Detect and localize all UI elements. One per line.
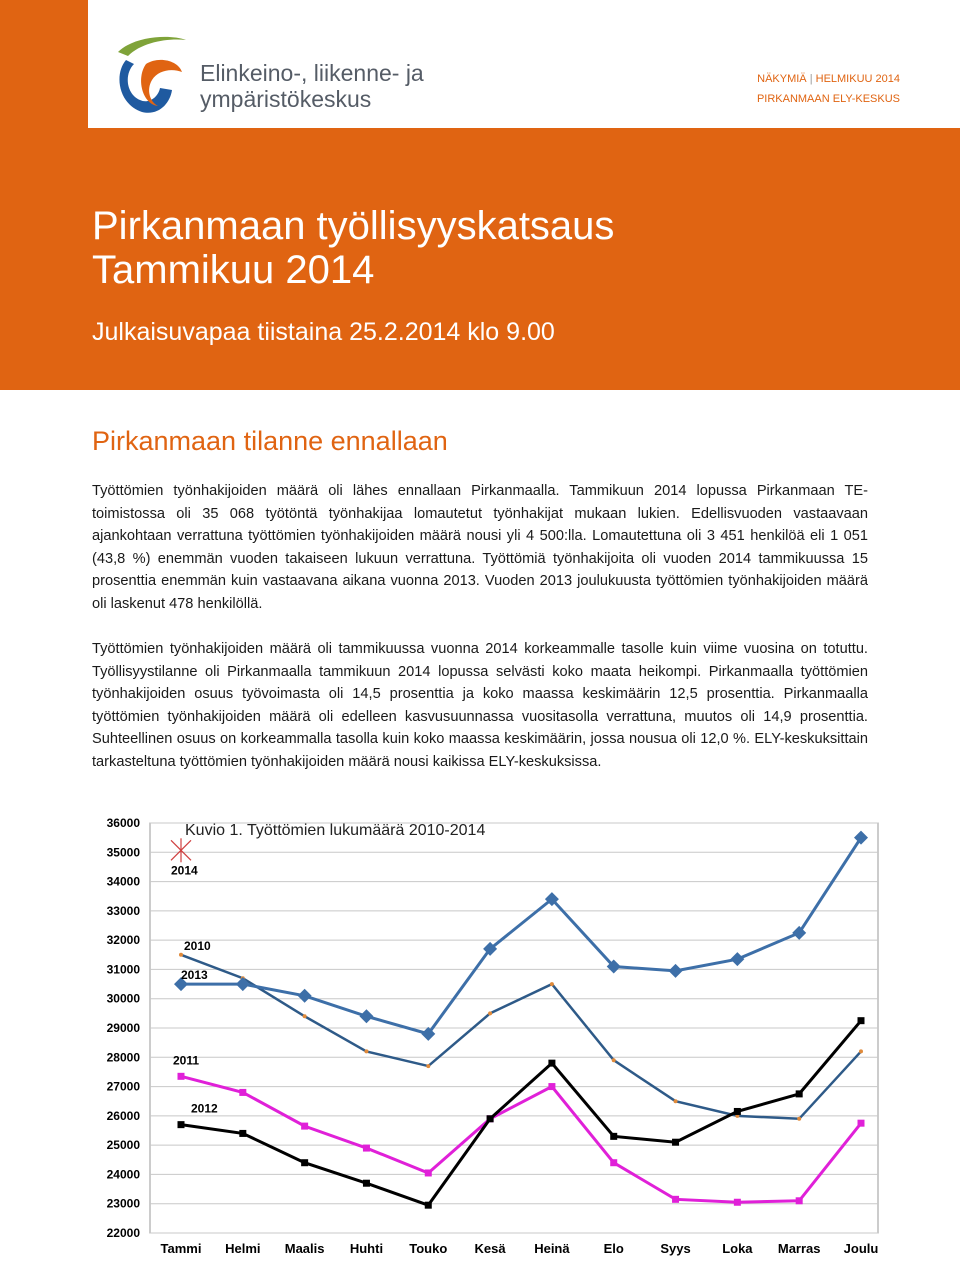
y-tick-label: 31000 — [106, 962, 140, 977]
point-2011 — [239, 1089, 246, 1096]
x-tick-label: Loka — [722, 1241, 753, 1256]
paragraph-1: Työttömien työnhakijoiden määrä oli lähes ennallaan Pirkanmaalla. Tammikuun 2014 lopussa Pirkanmaan TE-toimistossa oli 35 068 työtöntä työnhakijaa lomautetut työnhakijat mukaan lukien. Edellisvuoden vastaavaan ajankohtaan verrattuna työttömien työnhakijoiden määrä nousi yli 4 500:lla. Lomautettuna oli 3 451 henkilöä eli 1 051 (43,8 %) enemmän vuoden takaiseen lukuun verrattuna. Työttömiä työnhakijoita oli vuoden 2014 tammikuussa 15 prosenttia enemmän kuin vastaavana aikana vuonna 2013. Vuoden 2013 joulukuusta työttömien työnhakijoiden määrä oli laskenut 478 henkilöllä. — [92, 483, 868, 612]
point-2012 — [796, 1090, 803, 1097]
meta-separator: | — [809, 73, 813, 85]
point-2011 — [734, 1199, 741, 1206]
unemployment-chart — [92, 810, 892, 1257]
meta-series: NÄKYMIÄ — [757, 73, 807, 85]
y-tick-label: 36000 — [106, 816, 140, 830]
logo-text — [200, 60, 424, 112]
y-tick-label: 25000 — [106, 1138, 140, 1153]
point-2010 — [859, 1049, 863, 1053]
point-2011 — [610, 1159, 617, 1166]
x-tick-label: Marras — [777, 1241, 821, 1256]
chart-svg — [92, 810, 892, 1257]
y-tick-label: 28000 — [106, 1050, 140, 1065]
point-2011 — [301, 1123, 308, 1130]
point-2010 — [674, 1099, 678, 1103]
y-tick-label: 33000 — [106, 903, 140, 918]
point-2012 — [734, 1108, 741, 1115]
point-2011 — [178, 1073, 185, 1080]
series-label-2014: 2014 — [171, 863, 198, 878]
point-2010 — [550, 982, 554, 986]
title-line-2: Tammikuu 2014 — [92, 248, 375, 292]
y-tick-label: 34000 — [106, 874, 140, 889]
point-2010 — [612, 1058, 616, 1062]
x-tick-label: Joulu — [843, 1241, 879, 1256]
logo-area — [88, 0, 960, 128]
header-banner — [0, 0, 960, 390]
point-2011 — [425, 1169, 432, 1176]
release-date: Julkaisuvapaa tiistaina 25.2.2014 klo 9.00 — [92, 318, 555, 346]
y-tick-label: 29000 — [106, 1021, 140, 1035]
y-tick-label: 23000 — [106, 1196, 140, 1211]
point-2012 — [858, 1017, 865, 1024]
y-tick-label: 32000 — [106, 933, 140, 948]
x-tick-label: Huhti — [349, 1241, 384, 1256]
point-2012 — [548, 1060, 555, 1067]
x-tick-label: Touko — [409, 1241, 448, 1256]
point-2010 — [364, 1049, 368, 1053]
point-2010 — [303, 1014, 307, 1018]
series-label-2012: 2012 — [191, 1101, 218, 1116]
series-label-2013: 2013 — [181, 968, 208, 983]
page-title — [92, 204, 614, 292]
meta-publisher: PIRKANMAAN ELY-KESKUS — [756, 93, 900, 105]
point-2012 — [363, 1180, 370, 1187]
series-label-2011: 2011 — [173, 1053, 200, 1068]
x-tick-label: Maalis — [284, 1241, 325, 1256]
title-line-1: Pirkanmaan työllisyyskatsaus — [92, 204, 615, 248]
point-2012 — [301, 1159, 308, 1166]
publication-meta — [757, 69, 900, 109]
y-tick-label: 22000 — [106, 1226, 140, 1240]
point-2010 — [488, 1011, 492, 1015]
point-2010 — [179, 953, 183, 957]
logo-line-1: Elinkeino-, liikenne- ja — [200, 60, 424, 86]
point-2012 — [425, 1202, 432, 1209]
chart-title: Kuvio 1. Työttömien lukumäärä 2010-2014 — [185, 822, 486, 839]
point-2012 — [487, 1115, 494, 1122]
point-2011 — [672, 1196, 679, 1203]
x-tick-label: Kesä — [474, 1241, 506, 1256]
point-2011 — [858, 1120, 865, 1127]
point-2010 — [797, 1117, 801, 1121]
x-tick-label: Heinä — [534, 1241, 570, 1256]
x-tick-label: Elo — [603, 1241, 624, 1256]
x-tick-label: Helmi — [225, 1241, 261, 1256]
point-2011 — [796, 1197, 803, 1204]
meta-date: HELMIKUU 2014 — [815, 73, 900, 85]
ely-logo-icon — [112, 34, 190, 116]
paragraph-2: Työttömien työnhakijoiden määrä oli tammikuussa vuonna 2014 korkeammalle tasolle kuin viime vuosina on totuttu. Työllisyystilanne oli Pirkanmaalla tammikuun 2014 lopussa selvästi koko maata heikompi. Pirkanmaalla työttömien työnhakijoiden osuus työvoimasta oli 14,5 prosenttia ja koko maassa keskimäärin 12,5 prosenttia. Pirkanmaalla työttömien työnhakijoiden määrä oli edelleen kasvusuunnassa vuositasolla verrattuna, muutos oli 14,9 prosenttia. Suhteellinen osuus on korkeammalla tasolla kuin koko maassa keskimäärin, jossa nousua oli 12,0 %. ELY-keskuksittain tarkasteltuna työttömien työnhakijoiden määrä nousi kaikissa ELY-keskuksissa. — [92, 641, 868, 770]
point-2012 — [178, 1121, 185, 1128]
point-2011 — [363, 1145, 370, 1152]
y-tick-label: 27000 — [106, 1079, 140, 1094]
y-tick-label: 30000 — [106, 991, 140, 1006]
x-tick-label: Tammi — [160, 1241, 202, 1256]
logo-line-2: ympäristökeskus — [200, 86, 372, 112]
y-tick-label: 26000 — [106, 1108, 140, 1123]
point-2012 — [672, 1139, 679, 1146]
point-2011 — [548, 1083, 555, 1090]
point-2012 — [610, 1133, 617, 1140]
y-tick-label: 35000 — [106, 845, 140, 860]
series-label-2010: 2010 — [184, 938, 211, 953]
point-2012 — [239, 1130, 246, 1137]
x-tick-label: Syys — [660, 1241, 691, 1256]
y-tick-label: 24000 — [106, 1167, 140, 1182]
section-heading: Pirkanmaan tilanne ennallaan — [92, 426, 448, 456]
point-2010 — [426, 1064, 430, 1068]
